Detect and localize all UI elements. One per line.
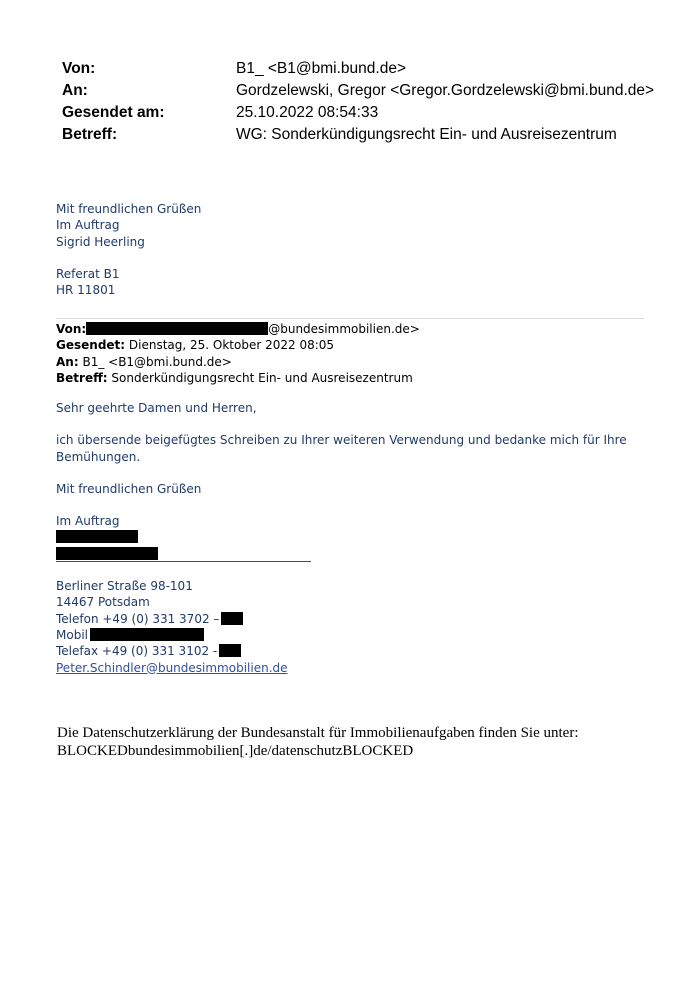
header-value: B1_ <B1@bmi.bund.de> — [236, 60, 406, 77]
signature-fax — [56, 643, 656, 659]
message-on-behalf: Im Auftrag — [56, 514, 120, 529]
email-header — [62, 58, 682, 146]
header-label: Von: — [62, 60, 96, 77]
signature-phone-text: Telefon +49 (0) 331 3702 – — [56, 611, 220, 626]
reply-signature — [56, 201, 201, 298]
signature-mobile — [56, 627, 656, 643]
salutation: Sehr geehrte Damen und Herren, — [56, 401, 257, 415]
redaction-bar — [86, 322, 268, 335]
forwarded-to-value: B1_ <B1@bmi.bund.de> — [78, 354, 232, 369]
message-body — [56, 400, 656, 676]
header-row-subject — [62, 124, 682, 146]
redaction-bar — [90, 628, 204, 641]
header-row-sent — [62, 102, 682, 124]
message-closing: Mit freundlichen Grüßen — [56, 481, 202, 496]
forwarded-sent-label: Gesendet: — [56, 338, 126, 353]
signature-email-link[interactable]: Peter.Schindler@bundesimmobilien.de — [56, 660, 288, 675]
forwarded-header — [56, 318, 644, 386]
reply-closing: Mit freundlichen Grüßen — [56, 202, 202, 216]
forwarded-from — [56, 321, 644, 337]
redaction-bar — [219, 644, 241, 657]
redaction-bar — [56, 547, 158, 560]
forwarded-subject-label: Betreff: — [56, 370, 108, 385]
forwarded-from-label: Von: — [56, 322, 87, 336]
signature-fax-text: Telefax +49 (0) 331 3102 - — [56, 644, 218, 659]
forwarded-subject — [56, 370, 644, 386]
signature-phone — [56, 611, 656, 627]
redaction-bar — [56, 530, 138, 543]
footer-line: Die Datenschutzerklärung der Bundesanstalt für Immobilienaufgaben finden Sie unter: — [57, 725, 579, 741]
forwarded-from-value: @bundesimmobilien.de> — [268, 322, 420, 336]
forwarded-to-label: An: — [56, 354, 79, 369]
redacted-name — [56, 529, 656, 545]
reply-unit: Referat B1 — [56, 266, 120, 281]
header-label: Gesendet am: — [62, 104, 165, 121]
privacy-footer — [57, 724, 579, 760]
header-label: Betreff: — [62, 126, 118, 143]
forwarded-to — [56, 354, 644, 370]
header-row-to — [62, 80, 682, 102]
redaction-bar — [221, 612, 243, 625]
redacted-title — [56, 546, 656, 562]
reply-phone-ext: HR 11801 — [56, 283, 116, 298]
header-row-from — [62, 58, 682, 80]
reply-name: Sigrid Heerling — [56, 234, 145, 249]
body-line: ich übersende beigefügtes Schreiben zu Ihrer weiteren Verwendung und bedanke mich für Ihre — [56, 433, 627, 448]
body-line: Bemühungen. — [56, 449, 141, 464]
reply-on-behalf: Im Auftrag — [56, 218, 120, 233]
forwarded-subject-value: Sonderkündigungsrecht Ein- und Ausreisezentrum — [107, 370, 413, 385]
header-value: WG: Sonderkündigungsrecht Ein- und Ausreisezentrum — [236, 126, 617, 143]
signature-city: 14467 Potsdam — [56, 595, 150, 610]
header-value: Gordzelewski, Gregor <Gregor.Gordzelewski@bmi.bund.de> — [236, 82, 655, 99]
header-label: An: — [62, 82, 88, 99]
header-value: 25.10.2022 08:54:33 — [236, 104, 379, 121]
footer-line: BLOCKEDbundesimmobilien[.]de/datenschutzBLOCKED — [57, 743, 414, 759]
divider — [56, 318, 644, 319]
signature-email — [56, 660, 656, 676]
forwarded-sent-value: Dienstag, 25. Oktober 2022 08:05 — [125, 338, 335, 353]
signature-street: Berliner Straße 98-101 — [56, 579, 193, 594]
signature-mobile-text: Mobil — [56, 627, 88, 642]
forwarded-sent — [56, 337, 644, 353]
